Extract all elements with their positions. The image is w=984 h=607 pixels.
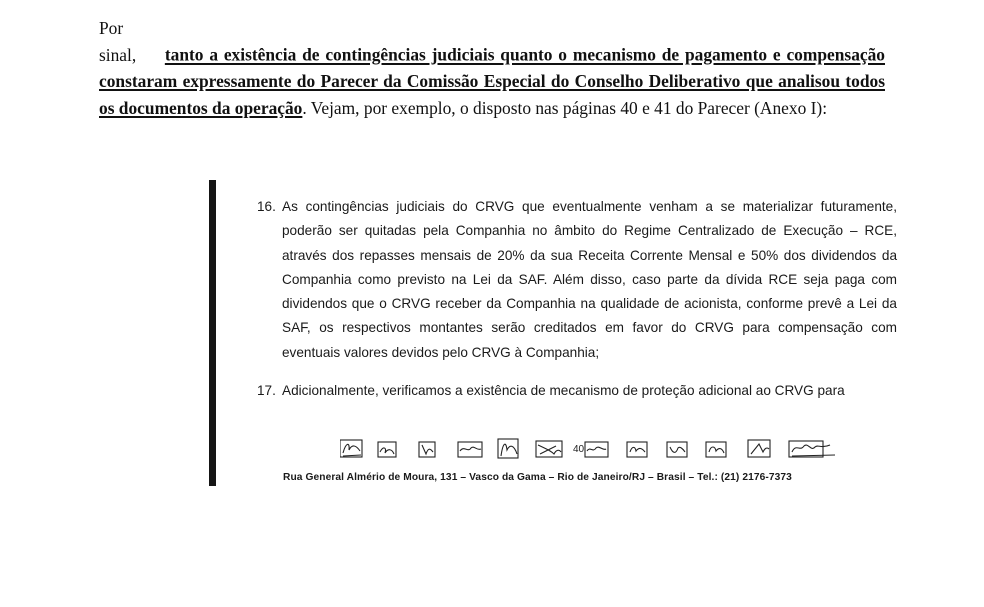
initial-scribble [501, 444, 517, 456]
initial-scribble [460, 447, 481, 451]
excerpt-items [257, 195, 897, 403]
initial-scribble [751, 444, 769, 454]
initial-scribble [380, 448, 394, 454]
excerpt-item-16 [257, 195, 897, 365]
scanned-excerpt [205, 178, 895, 488]
initial-scribble [792, 445, 835, 456]
initial-scribble [630, 447, 645, 452]
initial-box [419, 442, 435, 457]
initial-scribble [670, 447, 685, 452]
item-text: As contingências judiciais do CRVG que eventualmente venham a se materializar futuramente, poderão ser quitadas pela Companhia no âmbito do Regime Centralizado de Execução – RCE, através dos repasses mensais de 20% da sua Receita Corrente Mensal e 50% dos dividendos da Companhia como previsto na Lei da SAF. Além disso, caso parte da dívida RCE seja paga com dividendos que o CRVG receber da Companhia na qualidade de acionista, conforme prevê a Lei da SAF, os respectivos montantes serão creditados em favor do CRVG para compensação com eventuais valores devidos pelo CRVG à Companhia; [282, 199, 897, 360]
letterhead-footer: Rua General Almério de Moura, 131 – Vasco da Gama – Rio de Janeiro/RJ – Brasil – Tel.: (21) 2176-7373 [283, 472, 792, 483]
initial-scribble [538, 445, 561, 454]
intro-phrase: Por sinal, [99, 18, 137, 65]
initial-scribble [343, 444, 361, 456]
excerpt-item-17 [257, 379, 897, 403]
underlined-emphasis: tanto a existência de contingências judiciais quanto o mecanismo de pagamento e compensação constaram expressamente do Parecer da Comissão Especial do Conselho Deliberativo que analisou todos os documentos da operação [99, 44, 885, 118]
initial-scribble [709, 447, 724, 453]
item-number: 17. [257, 383, 276, 399]
handwritten-initials [340, 436, 880, 466]
initial-box [378, 442, 396, 457]
initials-row [340, 436, 880, 466]
page-number: 40 [573, 444, 585, 455]
item-text: Adicionalmente, verificamos a existência de mecanismo de proteção adicional ao CRVG para [282, 383, 845, 399]
paragraph-tail: . Vejam, por exemplo, o disposto nas páginas 40 e 41 do Parecer (Anexo I): [302, 97, 828, 118]
item-number: 16. [257, 199, 276, 214]
initial-scribble [587, 447, 606, 451]
initial-scribble [422, 445, 433, 454]
intro-paragraph [99, 15, 885, 121]
margin-bar [209, 180, 216, 486]
